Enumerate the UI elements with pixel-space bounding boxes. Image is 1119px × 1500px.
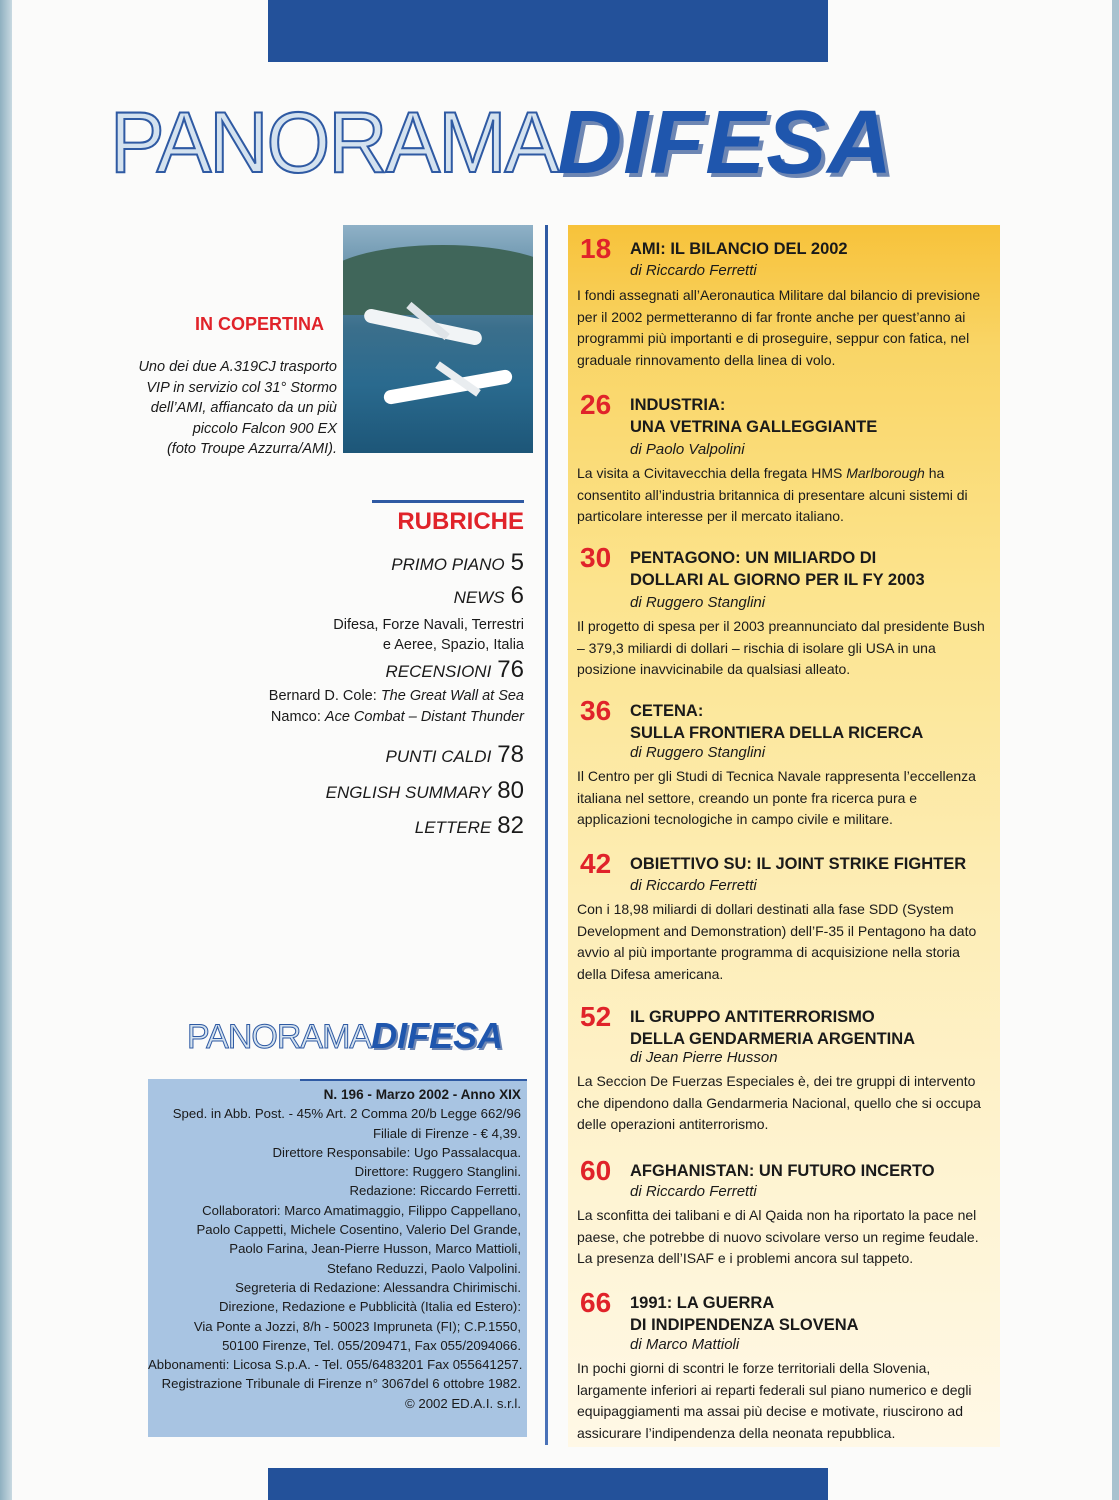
rubrica-entry xyxy=(180,741,524,769)
masthead-small-part2: DIFESA xyxy=(371,1015,504,1056)
rubriche-title: RUBRICHE xyxy=(397,508,524,535)
rubrica-sub xyxy=(180,686,524,706)
contents-panel xyxy=(568,225,1000,1447)
article-title: PENTAGONO: UN MILIARDO DI DOLLARI AL GIORNO PER IL FY 2003 xyxy=(630,549,925,589)
article-summary: In pochi giorni di scontri le forze territoriali della Slovenia, largamente inferiori ai reparti federali sul piano numerico e degli equipaggiamenti ma assai più decise e motivate, riuscirono ad assicurare l’indipendenza della neonata repubblica. xyxy=(577,1360,972,1441)
article-author: di Riccardo Ferretti xyxy=(630,1183,757,1200)
coastline-shape xyxy=(343,245,533,315)
colophon-line: Paolo Farina, Jean-Pierre Husson, Marco Mattioli, xyxy=(229,1241,521,1257)
article-page-number: 18 xyxy=(580,233,612,264)
rubrica-sub: Difesa, Forze Navali, Terrestri xyxy=(333,617,524,633)
article-author: di Ruggero Stanglini xyxy=(630,594,766,611)
article-title: AFGHANISTAN: UN FUTURO INCERTO xyxy=(630,1162,935,1180)
article-summary: La Seccion De Fuerzas Especiales è, dei tre gruppi di intervento che dipendono dalla Gendarmeria Nacional, quello che si occupa delle operazioni antiterrorismo. xyxy=(577,1073,981,1132)
colophon-line: Paolo Cappetti, Michele Cosentino, Valerio Del Grande, xyxy=(196,1222,521,1238)
rubriche-rule xyxy=(372,500,524,503)
article-title: OBIETTIVO SU: IL JOINT STRIKE FIGHTER xyxy=(630,855,967,873)
top-color-band xyxy=(268,0,828,62)
colophon-line: Collaboratori: Marco Amatimaggio, Filippo Cappellano, xyxy=(202,1202,521,1218)
article-summary xyxy=(577,463,992,528)
rubrica-label: NEWS xyxy=(453,588,505,607)
colophon-line: Filiale di Firenze - € 4,39. xyxy=(372,1125,521,1141)
article-page-number: 42 xyxy=(580,848,612,879)
rubrica-page: 80 xyxy=(497,777,524,804)
article-page-number: 36 xyxy=(580,695,612,726)
review-title: Ace Combat – Distant Thunder xyxy=(324,709,524,725)
colophon-line: Segreteria di Redazione: Alessandra Chirimischi. xyxy=(235,1279,521,1295)
article-page-number: 30 xyxy=(580,542,612,573)
masthead-part1: PANORAMA xyxy=(110,95,558,191)
article-title: CETENA: SULLA FRONTIERA DELLA RICERCA xyxy=(630,702,924,742)
article-page-number: 66 xyxy=(580,1287,612,1318)
article-title: INDUSTRIA: UNA VETRINA GALLEGGIANTE xyxy=(630,396,878,436)
bottom-color-band xyxy=(268,1468,828,1500)
rubrica-entry xyxy=(180,812,524,840)
rubrica-entry xyxy=(180,777,524,805)
article-author: di Riccardo Ferretti xyxy=(630,877,757,894)
colophon-line: Stefano Reduzzi, Paolo Valpolini. xyxy=(326,1260,521,1276)
article-page-number: 60 xyxy=(580,1155,612,1186)
rubrica-sub xyxy=(180,707,524,727)
cover-title: IN COPERTINA xyxy=(194,314,324,334)
rubrica-entry xyxy=(180,582,524,610)
cover-caption xyxy=(60,357,337,460)
masthead-part2: DIFESA xyxy=(557,93,894,193)
article-summary: Il progetto di spesa per il 2003 preannunciato dal presidente Bush – 379,3 miliardi di dollari – rischia di isolare gli USA in una posizione inavvicinabile da qualsiasi alleato. xyxy=(577,618,985,677)
colophon-line: Via Ponte a Jozzi, 8/h - 50023 Impruneta (FI); C.P.1550, xyxy=(193,1318,521,1334)
rubrica-entry xyxy=(180,656,524,684)
article-author: di Marco Mattioli xyxy=(630,1336,740,1353)
article-summary: Con i 18,98 miliardi di dollari destinati alla fase SDD (System Development and Demonstration) dell’F-35 il Pentagono ha dato avvio al più importante programma di acquisizione nella storia della Difesa americana. xyxy=(577,901,977,982)
article-page-number: 52 xyxy=(580,1001,612,1032)
article-author: di Paolo Valpolini xyxy=(630,441,745,458)
cover-photo xyxy=(343,225,533,453)
colophon-line: Sped. in Abb. Post. - 45% Art. 2 Comma 20/b Legge 662/96 xyxy=(172,1106,521,1122)
colophon-issue: N. 196 - Marzo 2002 - Anno XIX xyxy=(323,1087,521,1102)
colophon-line: 50100 Firenze, Tel. 055/209471, Fax 055/2094066. xyxy=(222,1337,521,1353)
colophon-line: Direzione, Redazione e Pubblicità (Italia ed Estero): xyxy=(218,1299,521,1315)
summary-text: ha consentito all’industria britannica di presentare alcuni sistemi di particolare interesse per il mercato italiano. xyxy=(577,465,968,524)
rubrica-label: ENGLISH SUMMARY xyxy=(325,783,492,802)
rubrica-entry xyxy=(180,549,524,577)
article-page-number: 26 xyxy=(580,389,612,420)
colophon-line: Direttore: Ruggero Stanglini. xyxy=(354,1164,521,1180)
article-title: 1991: LA GUERRA DI INDIPENDENZA SLOVENA xyxy=(630,1294,859,1334)
article-author: di Ruggero Stanglini xyxy=(630,744,766,761)
cover-caption-line: piccolo Falcon 900 EX xyxy=(192,420,337,437)
article-summary: I fondi assegnati all’Aeronautica Militare dal bilancio di previsione per il 2002 permetteranno di far fronte anche per quest’anno ai programmi più importanti e di proseguire, seppur con fatica, nel graduale rinnovamento della linea di volo. xyxy=(577,287,981,368)
colophon-line: Redazione: Riccardo Ferretti. xyxy=(349,1183,521,1199)
colophon-line: © 2002 ED.A.I. s.r.l. xyxy=(405,1395,521,1411)
rubrica-page: 78 xyxy=(497,741,524,768)
review-title: The Great Wall at Sea xyxy=(380,688,524,704)
rubrica-page: 6 xyxy=(510,582,524,609)
rubrica-label: PUNTI CALDI xyxy=(385,747,492,766)
cover-caption-line: Uno dei due A.319CJ trasporto xyxy=(138,359,337,375)
cover-caption-line: dell’AMI, affiancato da un più xyxy=(150,400,337,416)
rubrica-sub: e Aeree, Spazio, Italia xyxy=(382,637,524,653)
article-title: AMI: IL BILANCIO DEL 2002 xyxy=(630,240,848,258)
page-edge xyxy=(0,0,12,1500)
cover-caption-line: (foto Troupe Azzurra/AMI). xyxy=(166,441,337,457)
article-author: di Jean Pierre Husson xyxy=(630,1049,778,1066)
rubrica-page: 76 xyxy=(497,656,524,683)
colophon xyxy=(148,1079,527,1437)
colophon-line: Direttore Responsabile: Ugo Passalacqua. xyxy=(272,1144,521,1160)
column-divider xyxy=(545,225,548,1445)
cover-caption-line: VIP in servizio col 31° Stormo xyxy=(146,379,337,396)
masthead-logo xyxy=(110,92,1010,202)
rubrica-label: LETTERE xyxy=(414,818,492,837)
review-author: Bernard D. Cole: xyxy=(268,688,381,704)
article-author: di Riccardo Ferretti xyxy=(630,262,757,279)
article-summary: La sconfitta dei talibani e di Al Qaida non ha riportato la pace nel paese, che potrebbe di nuovo scivolare verso un regime feudale. La presenza dell’ISAF e i problemi ancora sul tappeto. xyxy=(577,1207,979,1266)
ship-name: Marlborough xyxy=(846,465,925,481)
masthead-small-part1: PANORAMA xyxy=(187,1018,372,1056)
rubrica-label: PRIMO PIANO xyxy=(391,555,505,574)
article-summary: Il Centro per gli Studi di Tecnica Navale rappresenta l’eccellenza italiana nel settore, creando un ponte fra ricerca pura e applicazioni tecnologiche in campo civile e militare. xyxy=(577,768,976,827)
masthead-logo-small xyxy=(187,1015,527,1063)
rubrica-label: RECENSIONI xyxy=(385,662,492,681)
colophon-line: Abbonamenti: Licosa S.p.A. - Tel. 055/6483201 Fax 055641257. xyxy=(148,1357,523,1373)
article-title: IL GRUPPO ANTITERRORISMO DELLA GENDARMERIA ARGENTINA xyxy=(630,1008,916,1048)
rubrica-page: 5 xyxy=(510,549,524,576)
rubrica-page: 82 xyxy=(497,812,524,839)
summary-text: La visita a Civitavecchia della fregata HMS xyxy=(577,465,847,481)
colophon-line: Registrazione Tribunale di Firenze n° 3067del 6 ottobre 1982. xyxy=(161,1376,521,1392)
review-author: Namco: xyxy=(270,709,325,725)
